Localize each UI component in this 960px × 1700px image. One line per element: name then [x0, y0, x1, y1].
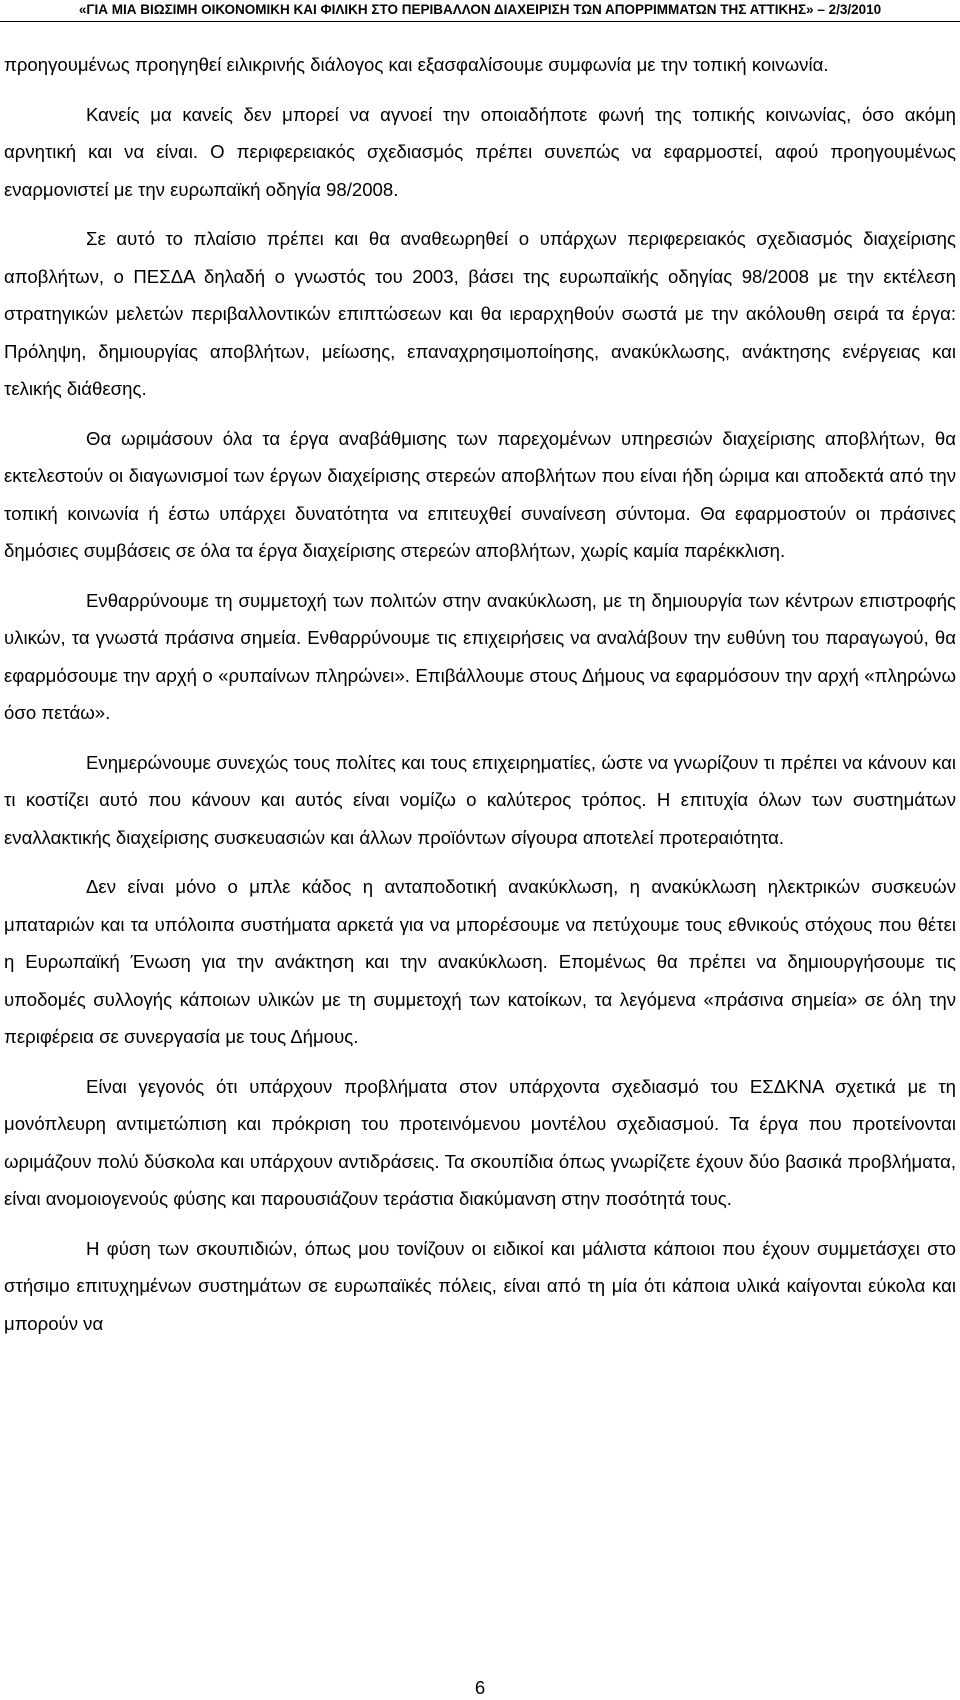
paragraph: Σε αυτό το πλαίσιο πρέπει και θα αναθεωρηθεί ο υπάρχων περιφερειακός σχεδιασμός διαχείρισης αποβλήτων, ο ΠΕΣΔΑ δηλαδή ο γνωστός του 2003, βάσει της ευρωπαϊκής οδηγίας 98/2008 με την εκτέλεση στρατηγικών μελετών περιβαλλοντικών επιπτώσεων και θα ιεραρχηθούν σωστά με την ακόλουθη σειρά τα έργα: Πρόληψη, δημιουργίας αποβλήτων, μείωσης, επαναχρησιμοποίησης, ανακύκλωσης, ανάκτησης ενέργειας και τελικής διάθεσης.	[4, 228, 956, 399]
paragraph: Δεν είναι μόνο ο μπλε κάδος η ανταποδοτική ανακύκλωση, η ανακύκλωση ηλεκτρικών συσκευών μπαταριών και τα υπόλοιπα συστήματα αρκετά για να μπορέσουμε να πετύχουμε τους εθνικούς στόχους που θέτει η Ευρωπαϊκή Ένωση για την ανάκτηση και την ανακύκλωση. Επομένως θα πρέπει να δημιουργήσουμε τις υποδομές συλλογής κάποιων υλικών με τη συμμετοχή των κατοίκων, τα λεγόμενα «πράσινα σημεία» σε όλη την περιφέρεια σε συνεργασία με τους Δήμους.	[4, 876, 956, 1047]
paragraph: Η φύση των σκουπιδιών, όπως μου τονίζουν οι ειδικοί και μάλιστα κάποιοι που έχουν συμμετάσχει στο στήσιμο επιτυχημένων συστημάτων σε ευρωπαϊκές πόλεις, είναι από τη μία ότι κάποια υλικά καίγονται εύκολα και μπορούν να	[4, 1237, 956, 1334]
paragraph-continuation: προηγουμένως προηγηθεί ειλικρινής διάλογος και εξασφαλίσουμε συμφωνία με την τοπική κοινωνία.	[4, 54, 829, 75]
paragraph: Ενθαρρύνουμε τη συμμετοχή των πολιτών στην ανακύκλωση, με τη δημιουργία των κέντρων επιστροφής υλικών, τα γνωστά πράσινα σημεία. Ενθαρρύνουμε τις επιχειρήσεις να αναλάβουν την ευθύνη του παραγωγού, θα εφαρμόσουμε την αρχή ο «ρυπαίνων πληρώνει». Επιβάλλουμε στους Δήμους να εφαρμόσουν την αρχή «πληρώνω όσο πετάω».	[4, 589, 956, 723]
header-rule	[0, 21, 960, 22]
running-header: «ΓΙΑ ΜΙΑ ΒΙΩΣΙΜΗ ΟΙΚΟΝΟΜΙΚΗ ΚΑΙ ΦΙΛΙΚΗ ΣΤΟ ΠΕΡΙΒΑΛΛΟΝ ΔΙΑΧΕΙΡΙΣΗ ΤΩΝ ΑΠΟΡΡΙΜΜΑΤΩΝ ΤΗΣ ΑΤΤΙΚΗΣ» – 2/3/2010	[78, 2, 882, 17]
paragraph: Θα ωριμάσουν όλα τα έργα αναβάθμισης των παρεχομένων υπηρεσιών διαχείρισης αποβλήτων, θα εκτελεστούν οι διαγωνισμοί των έργων διαχείρισης στερεών αποβλήτων που είναι ήδη ώριμα και αποδεκτά από την τοπική κοινωνία ή έστω υπάρχει δυνατότητα να επιτευχθεί συναίνεση σύντομα. Θα εφαρμοστούν οι πράσινες δημόσιες συμβάσεις σε όλα τα έργα διαχείρισης στερεών αποβλήτων, χωρίς καμία παρέκκλιση.	[4, 427, 956, 561]
paragraph: Είναι γεγονός ότι υπάρχουν προβλήματα στον υπάρχοντα σχεδιασμό του ΕΣΔΚΝΑ σχετικά με τη μονόπλευρη αντιμετώπιση και πρόκριση του προτεινόμενου μοντέλου σχεδιασμού. Τα έργα που προτείνονται ωριμάζουν πολύ δύσκολα και υπάρχουν αντιδράσεις. Τα σκουπίδια όπως γνωρίζετε έχουν δύο βασικά προβλήματα, είναι ανομοιογενούς φύσης και παρουσιάζουν τεράστια διακύμανση στην ποσότητά τους.	[4, 1075, 956, 1209]
document-body	[4, 46, 956, 1354]
paragraph: Κανείς μα κανείς δεν μπορεί να αγνοεί την οποιαδήποτε φωνή της τοπικής κοινωνίας, όσο ακόμη αρνητική και να είναι. Ο περιφερειακός σχεδιασμός πρέπει συνεπώς να εφαρμοστεί, αφού προηγουμένως εναρμονιστεί με την ευρωπαϊκή οδηγία 98/2008.	[4, 103, 956, 200]
paragraph: Ενημερώνουμε συνεχώς τους πολίτες και τους επιχειρηματίες, ώστε να γνωρίζουν τι πρέπει να κάνουν και τι κοστίζει αυτό που κάνουν και αυτός είναι νομίζω ο καλύτερος τρόπος. Η επιτυχία όλων των συστημάτων εναλλακτικής διαχείρισης συσκευασιών και άλλων προϊόντων σίγουρα αποτελεί προτεραιότητα.	[4, 751, 956, 848]
page-number: 6	[474, 1677, 486, 1698]
